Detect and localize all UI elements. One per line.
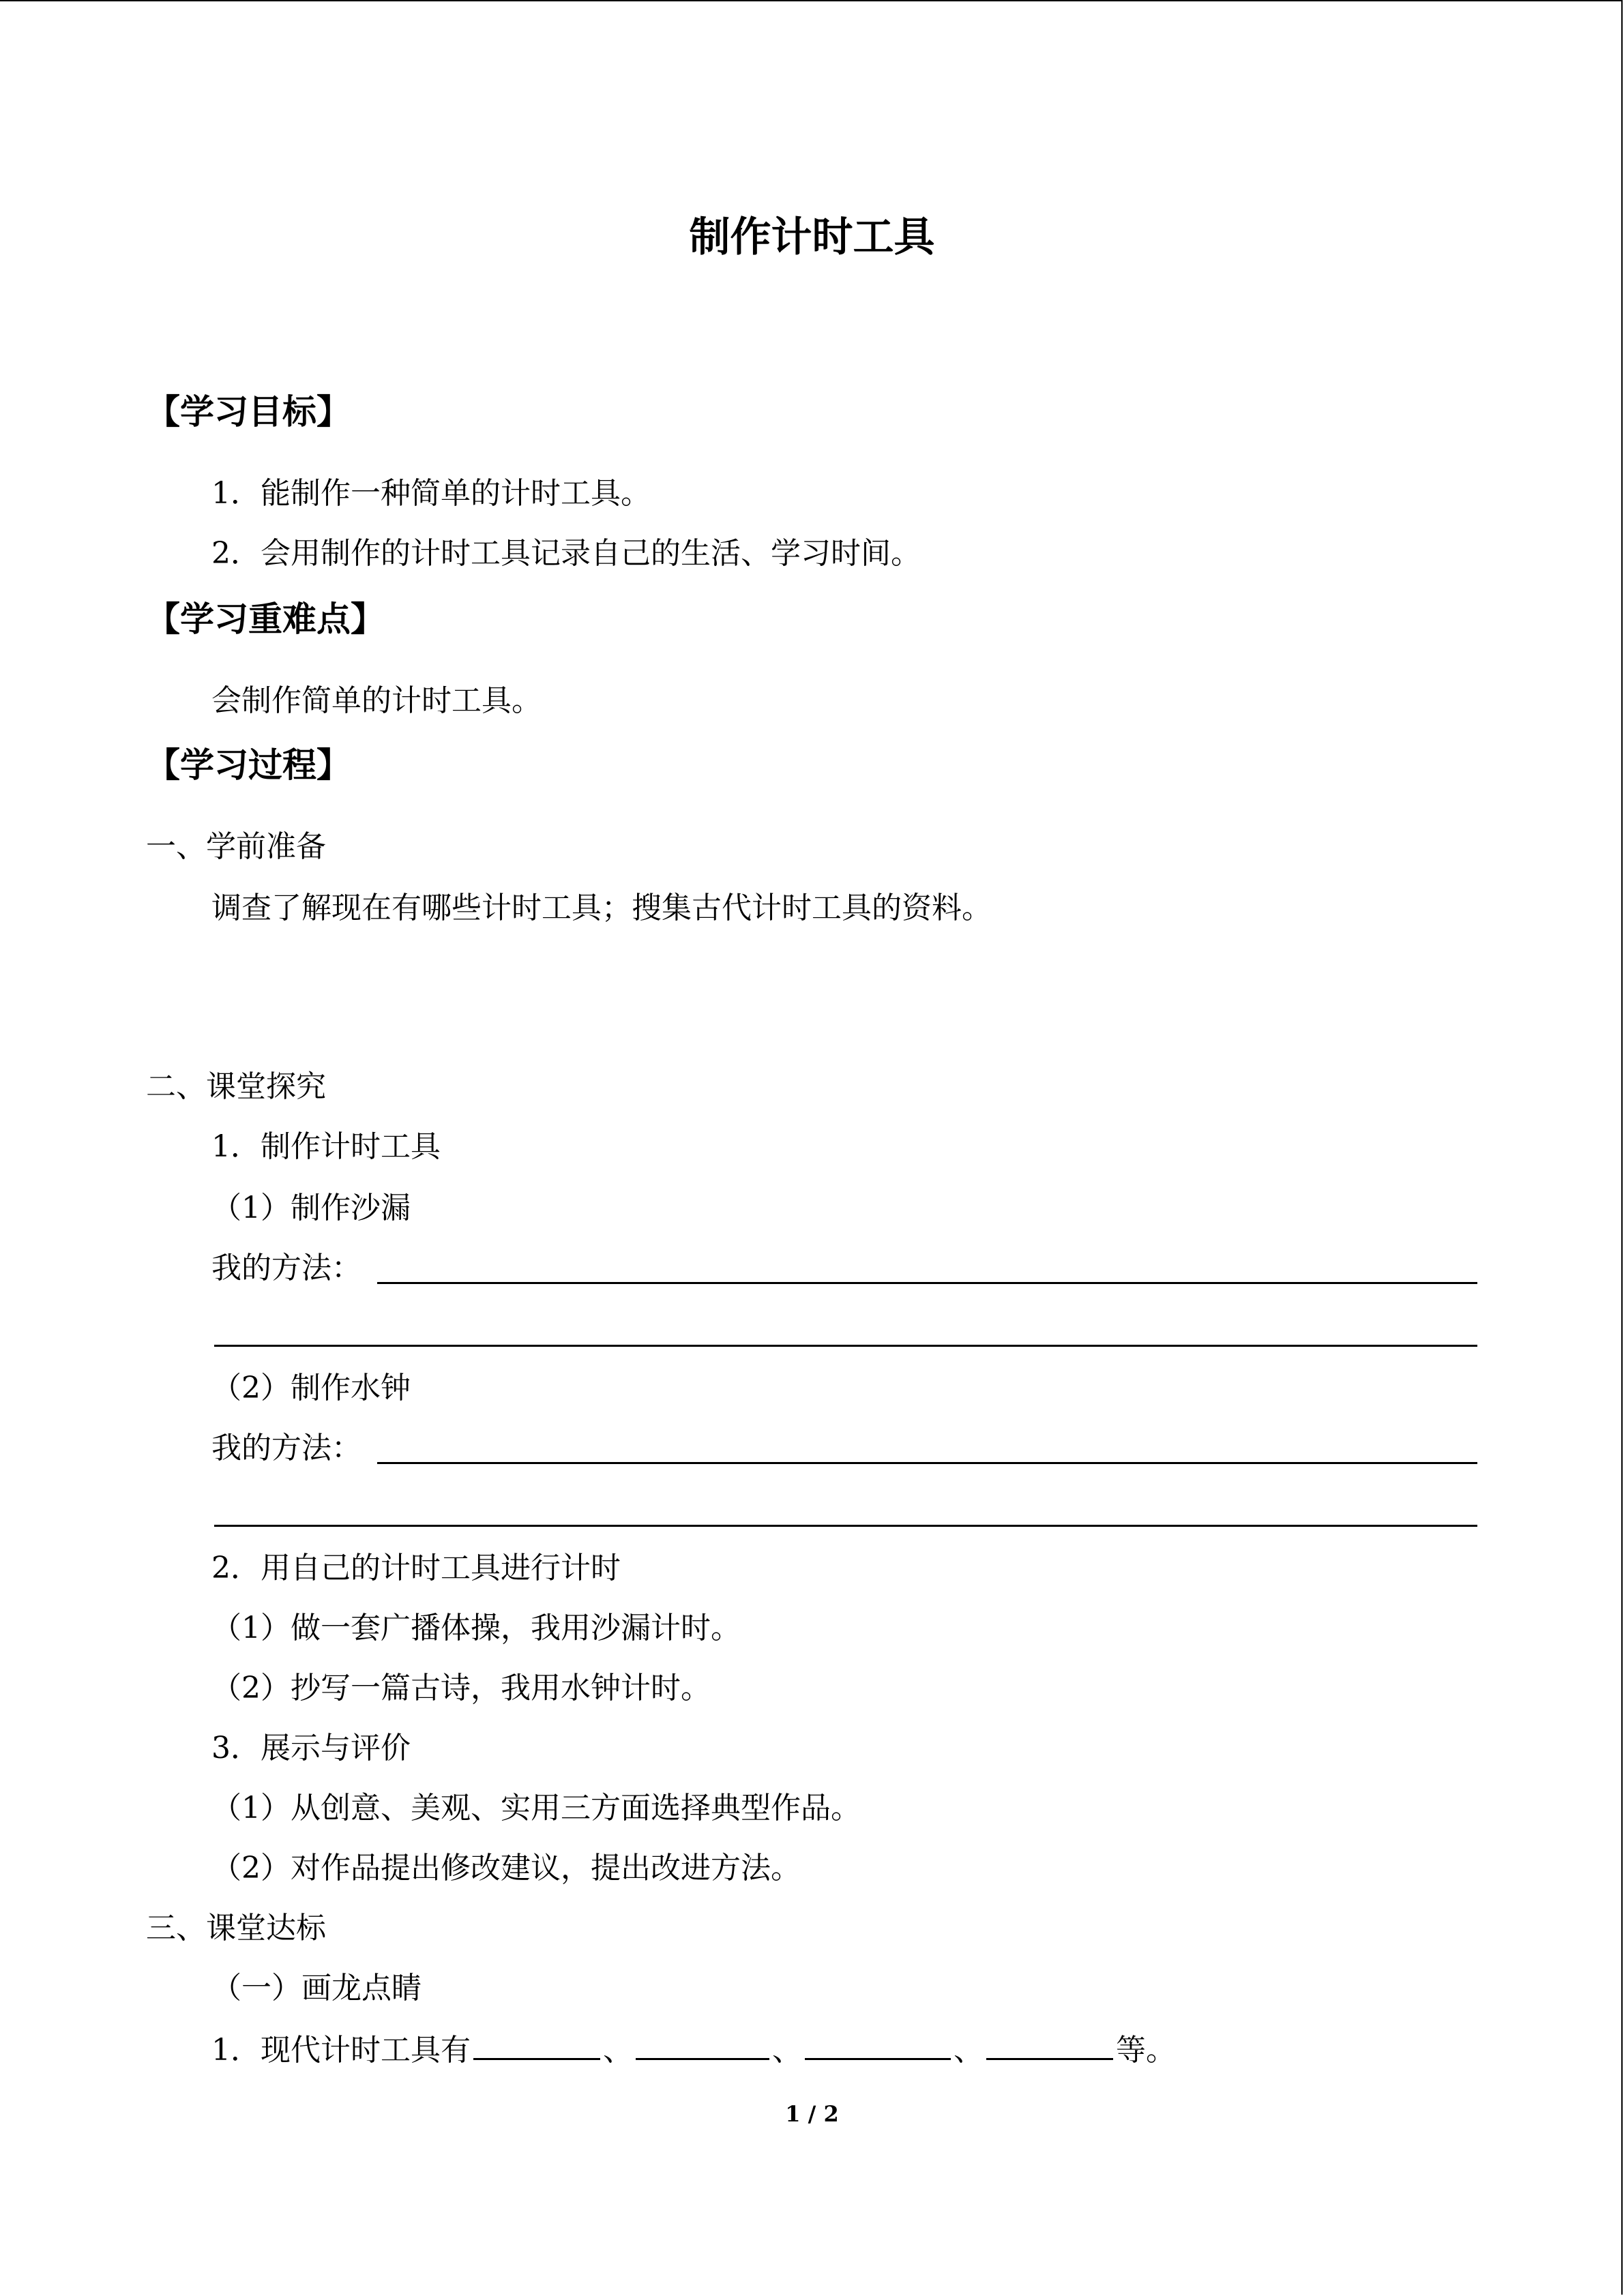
blank-4[interactable] [986,2028,1113,2060]
goals-heading: 【学习目标】 [146,392,351,432]
part2-item-1-sub-2: （2）制作水钟 [211,1371,411,1405]
part2-item-1: 1．制作计时工具 [211,1129,441,1164]
part2-item-3: 3．展示与评价 [211,1731,411,1765]
question-1-suffix: 等。 [1116,2033,1176,2068]
part2-item-3-sub-1: （1）从创意、美观、实用三方面选择典型作品。 [211,1791,861,1825]
part3-sub-heading: （一）画龙点睛 [211,1971,422,2006]
separator-2: 、 [772,2033,802,2068]
page-number: 1 / 2 [785,2101,839,2127]
separator-1: 、 [603,2033,633,2068]
blank-1[interactable] [473,2028,600,2060]
separator-3: 、 [954,2033,984,2068]
part3-heading: 三、课堂达标 [146,1911,326,1945]
part2-item-2: 2．用自己的计时工具进行计时 [211,1551,621,1585]
blank-3[interactable] [805,2028,951,2060]
key-points-heading: 【学习重难点】 [146,599,385,639]
goal-item-1: 1．能制作一种简单的计时工具。 [211,476,651,511]
part2-item-1-sub-1: （1）制作沙漏 [211,1191,411,1225]
question-1-prefix: 1．现代计时工具有 [211,2033,471,2068]
part2-item-2-sub-1: （1）做一套广播体操，我用沙漏计时。 [211,1611,741,1645]
method-label-2: 我的方法： [211,1431,361,1465]
part2-item-3-sub-2: （2）对作品提出修改建议，提出改进方法。 [211,1851,801,1885]
goal-item-2: 2．会用制作的计时工具记录自己的生活、学习时间。 [211,536,921,571]
part1-heading: 一、学前准备 [146,829,326,864]
blank-2[interactable] [636,2028,769,2060]
part1-text: 调查了解现在有哪些计时工具；搜集古代计时工具的资料。 [211,891,992,925]
answer-line-2a[interactable] [377,1462,1477,1464]
answer-line-1b[interactable] [214,1345,1477,1347]
part2-heading: 二、课堂探究 [146,1069,326,1104]
key-point-1: 会制作简单的计时工具。 [211,683,542,718]
answer-line-2b[interactable] [214,1525,1477,1527]
page-title: 制作计时工具 [689,213,935,261]
method-label-1: 我的方法： [211,1251,361,1285]
part2-item-2-sub-2: （2）抄写一篇古诗，我用水钟计时。 [211,1671,711,1705]
answer-line-1a[interactable] [377,1282,1477,1284]
question-1 [211,2028,1176,2071]
process-heading: 【学习过程】 [146,745,351,785]
